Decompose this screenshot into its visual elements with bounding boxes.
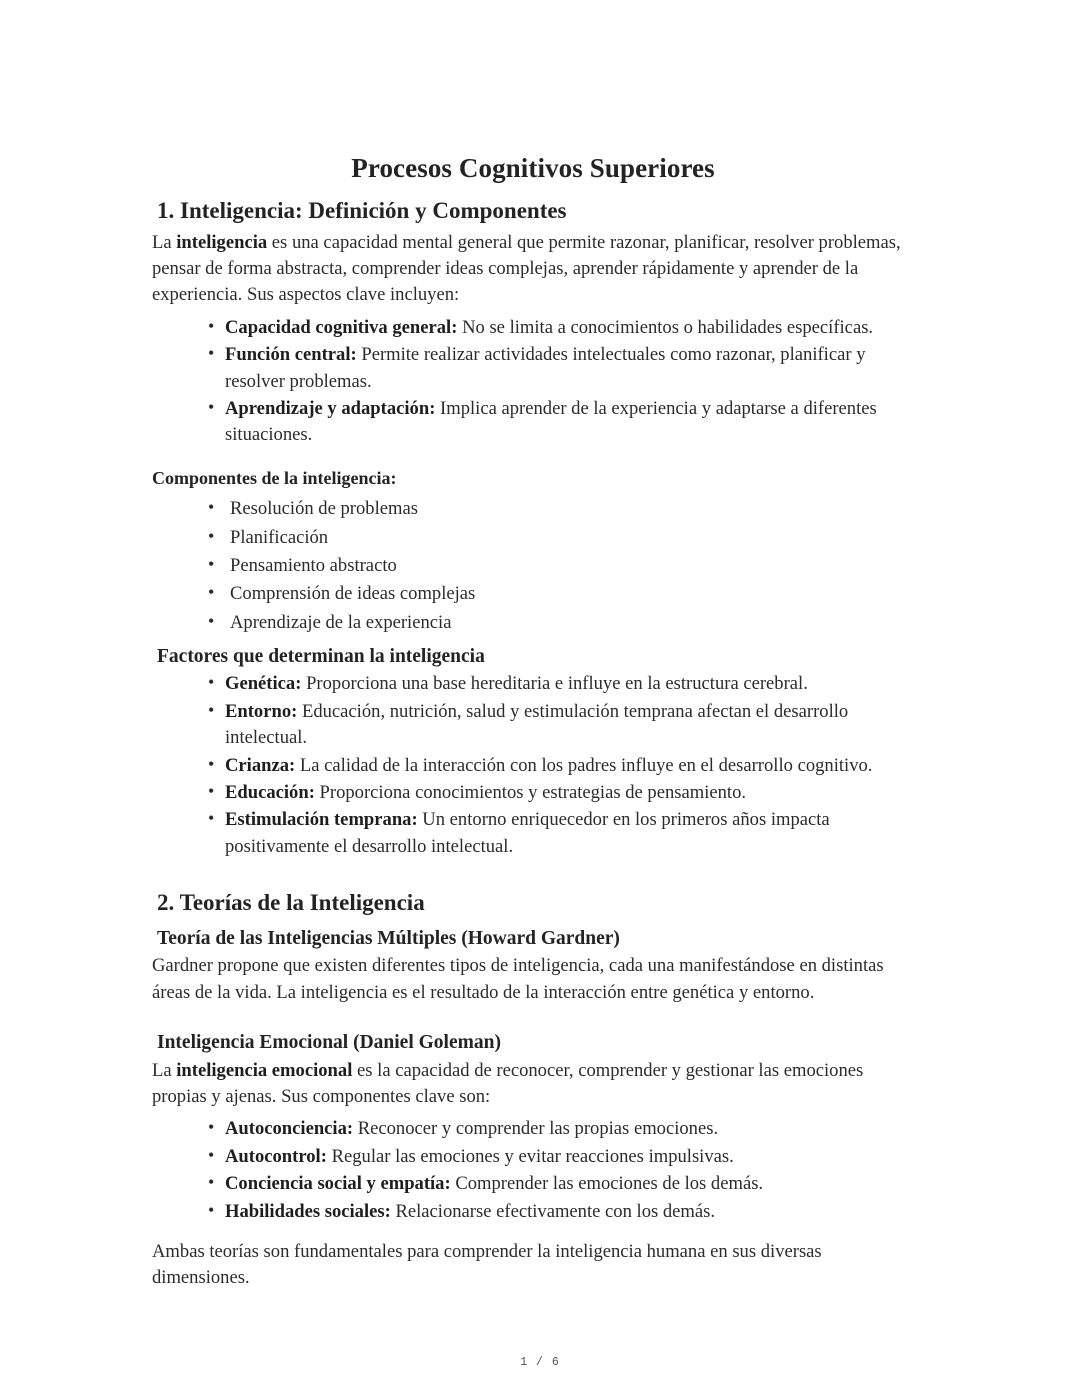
list-item (208, 671, 914, 697)
intro-paragraph (152, 230, 914, 309)
list-item-desc: No se limita a conocimientos o habilidades específicas. (457, 316, 874, 338)
list-item-term: Aprendizaje y adaptación: (225, 397, 436, 419)
document-content (152, 152, 914, 1296)
factors-list (152, 671, 914, 860)
list-item-term: Conciencia social y empatía: (225, 1173, 451, 1195)
list-item (208, 1116, 914, 1142)
list-item-term: Entorno: (225, 700, 298, 722)
list-item-term: Crianza: (225, 754, 296, 776)
goleman-text-part-2: es la capacidad de reconocer, comprender y gestionar las emociones propias y ajenas. Sus componentes clave son: (152, 1059, 864, 1107)
intro-bold-term: inteligencia (176, 231, 268, 253)
closing-paragraph: Ambas teorías son fundamentales para comprender la inteligencia humana en sus diversas dimensiones. (152, 1240, 822, 1289)
intro-text-part-2: es una capacidad mental general que permite razonar, planificar, resolver problemas, pensar de forma abstracta, comprender ideas complejas, aprender rápidamente y aprender de la experiencia. Sus aspectos clave incluyen: (152, 231, 901, 306)
list-item-desc: Reconocer y comprender las propias emociones. (353, 1118, 719, 1140)
components-heading: Componentes de la inteligencia: (152, 467, 397, 488)
list-item-term: Autoconciencia: (225, 1118, 354, 1140)
list-item (208, 780, 914, 806)
list-item (208, 396, 914, 449)
list-item-term: Habilidades sociales: (225, 1200, 391, 1222)
goleman-bold-term: inteligencia emocional (176, 1059, 353, 1081)
goleman-paragraph (152, 1058, 914, 1111)
list-item-term: Genética: (225, 673, 302, 695)
list-item (208, 699, 914, 752)
list-item-desc: Regular las emociones y evitar reacciones impulsivas. (326, 1145, 734, 1167)
list-item: • Resolución de problemas (208, 496, 914, 522)
list-item-desc: Implica aprender de la experiencia y adaptarse a diferentes situaciones. (225, 397, 877, 446)
list-item: • Comprensión de ideas complejas (208, 581, 914, 607)
page-number-footer: 1 / 6 (520, 1356, 560, 1369)
list-item-desc: Relacionarse efectivamente con los demás. (390, 1200, 716, 1222)
list-item-term: Función central: (225, 344, 357, 366)
list-item (208, 1171, 914, 1197)
list-item-desc: Educación, nutrición, salud y estimulación temprana afectan el desarrollo intelectual. (225, 700, 849, 749)
list-item: • Aprendizaje de la experiencia (208, 610, 914, 636)
list-item: • Planificación (208, 525, 914, 551)
list-item (208, 1144, 914, 1170)
list-item (208, 807, 914, 860)
list-item-desc: Proporciona una base hereditaria e influye en la estructura cerebral. (301, 673, 808, 695)
list-item (208, 315, 914, 341)
list-item-term: Educación: (225, 782, 315, 804)
list-item-term: Autocontrol: (225, 1145, 327, 1167)
list-item (208, 342, 914, 395)
intro-text-part-1: La (152, 231, 177, 253)
goleman-text-part-1: La (152, 1059, 177, 1081)
list-item-term: Capacidad cognitiva general: (225, 316, 458, 338)
list-item (208, 753, 914, 779)
list-item-desc: Comprender las emociones de los demás. (450, 1173, 764, 1195)
list-item-desc: Permite realizar actividades intelectuales como razonar, planificar y resolver problemas. (225, 344, 866, 392)
goleman-heading: Inteligencia Emocional (Daniel Goleman) (157, 1032, 501, 1054)
section-heading-inteligencia: 1. Inteligencia: Definición y Componentes (157, 197, 567, 223)
section-heading-teorias: 2. Teorías de la Inteligencia (157, 890, 425, 916)
page-title: Procesos Cognitivos Superiores (351, 153, 715, 183)
list-item: • Pensamiento abstracto (208, 553, 914, 579)
factors-heading: Factores que determinan la inteligencia (157, 646, 485, 668)
list-item-term: Estimulación temprana: (225, 809, 418, 831)
gardner-heading: Teoría de las Inteligencias Múltiples (Howard Gardner) (157, 928, 620, 950)
list-item-desc: La calidad de la interacción con los padres influye en el desarrollo cognitivo. (295, 754, 873, 776)
list-item (208, 1199, 914, 1225)
components-list (152, 496, 914, 636)
list-item-desc: Un entorno enriquecedor en los primeros años impacta positivamente el desarrollo intelectual. (225, 809, 830, 857)
gardner-paragraph: Gardner propone que existen diferentes tipos de inteligencia, cada una manifestándose en distintas áreas de la vida. La inteligencia es el resultado de la interacción entre genética y entorno. (152, 955, 884, 1003)
list-item-desc: Proporciona conocimientos y estrategias de pensamiento. (314, 782, 747, 804)
goleman-components-list (152, 1116, 914, 1225)
aspects-list (152, 315, 914, 449)
